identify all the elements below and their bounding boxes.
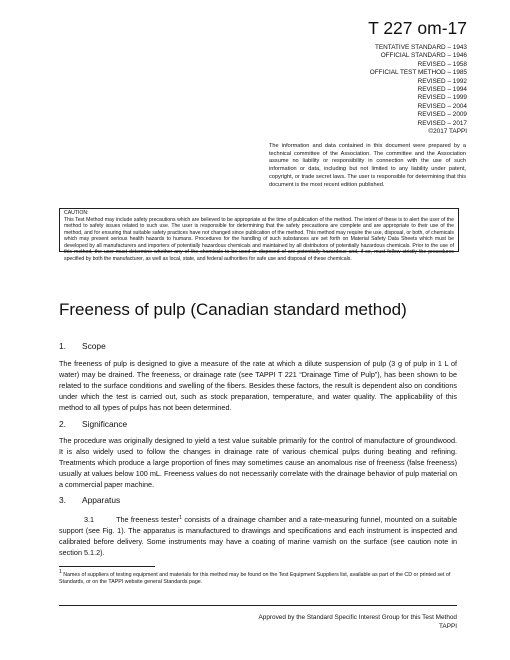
footnote-text: Names of suppliers of testing equipment and materials for this method may be found on the Test Equipment Suppliers list, available as part of the CD or printed set of Standards, or on the TAPPI website general Standards page. bbox=[59, 572, 451, 586]
item-number: 3.1 bbox=[84, 515, 95, 524]
revision-history bbox=[370, 44, 467, 136]
section-title: Scope bbox=[82, 341, 106, 351]
apparatus-text: The freeness tester bbox=[116, 515, 180, 524]
history-line: REVISED – 2009 bbox=[417, 111, 467, 119]
caution-title: CAUTION: bbox=[64, 210, 89, 216]
footer-org-line: TAPPI bbox=[439, 622, 457, 630]
history-line: REVISED – 1992 bbox=[417, 77, 467, 85]
section-heading-apparatus bbox=[59, 495, 120, 505]
caution-text: This Test Method may include safety precautions which are believed to be appropriate at the time of publication of the method. The intent of these is to alert the user of the method to safety issues related to such use. The user is responsible for determining that the safety precautions are complete and are appropriate to their use of the method, and for ensuring that suitable safety practices have not changed since publication of the method. This method may require the use, disposal, or both, of chemicals which may present serious health hazards to humans. Procedures for the handling of such substances are set forth on Material Safety Data Sheets which must be developed by all manufacturers and importers of potentially hazardous chemicals and maintained by all distributors of potentially hazardous chemicals. Prior to the use of this method, the user must determine whether any of the chemicals to be used or disposed of are potentially hazardous and, if so, must follow strictly the procedures specified by both the manufacturer, as well as local, state, and federal authorities for safe use and disposal of these chemicals. bbox=[64, 216, 454, 262]
footnote-divider bbox=[59, 566, 155, 567]
history-line: REVISED – 1994 bbox=[417, 86, 467, 94]
history-line: OFFICIAL STANDARD – 1946 bbox=[380, 52, 467, 60]
section-number: 2. bbox=[59, 419, 66, 429]
section-heading-significance bbox=[59, 419, 127, 429]
history-line: REVISED – 1999 bbox=[417, 94, 467, 102]
section-heading-scope bbox=[59, 341, 106, 351]
section-title: Significance bbox=[82, 419, 128, 429]
significance-paragraph: The procedure was originally designed to yield a test value suitable primarily for the control of manufacture of groundwood. It is also widely used to follow the changes in drainage rate of various chemical pulps during beating and refining. Treatments which produce a large proportion of fines may sometimes cause an anomalous rise of freeness (false freeness) usually at values below 100 mL. Freeness values do not necessarily correlate with the drainage behavior of pulp material on a commercial paper machine. bbox=[59, 436, 457, 489]
section-title: Apparatus bbox=[82, 495, 121, 505]
history-line: OFFICIAL TEST METHOD – 1985 bbox=[369, 69, 467, 77]
history-line: REVISED – 1958 bbox=[417, 60, 467, 68]
apparatus-paragraph bbox=[59, 515, 457, 559]
section-number: 1. bbox=[59, 341, 66, 351]
history-line: TENTATIVE STANDARD – 1943 bbox=[375, 44, 467, 51]
copyright-line: ©2017 TAPPI bbox=[428, 128, 467, 136]
apparatus-text-continued: consists of a drainage chamber and a rate-measuring funnel, mounted on a suitable support (see Fig. 1). The apparatus is manufactured to drawings and specifications and each instrument is inspected and calibrated before delivery. Some instruments may have a coating of marine varnish on the surface (see caution note in section 5.1.2). bbox=[59, 515, 457, 557]
standard-number: T 227 om-17 bbox=[368, 18, 467, 38]
history-line: REVISED – 2004 bbox=[417, 102, 467, 110]
footnote bbox=[59, 569, 457, 587]
footer bbox=[259, 614, 457, 631]
document-title: Freeness of pulp (Canadian standard method) bbox=[59, 300, 407, 319]
caution-box bbox=[59, 208, 459, 262]
scope-paragraph: The freeness of pulp is designed to give a measure of the rate at which a dilute suspension of pulp (3 g of pulp in 1 L of water) may be drained. The freeness, or drainage rate (see TAPPI T 221 “Drainage Time of Pulp”), has been shown to be related to the surface conditions and swelling of the fibers. Besides these factors, the result is dependent also on conditions under which the test is carried out, such as stock preparation, temperature, and water quality. The applicability of this method to all types of pulps has not been determined. bbox=[59, 359, 457, 412]
liability-notice: The information and data contained in this document were prepared by a technical committee of the Association. The committee and the Association assume no liability or responsibility in connection with the use of such information or data, including but not limited to any liability under patent, copyright, or trade secret laws. The user is responsible for determining that this document is the most recent edition published. bbox=[269, 143, 466, 188]
footer-approval-line: Approved by the Standard Specific Interest Group for this Test Method bbox=[258, 614, 457, 621]
history-line: REVISED – 2017 bbox=[417, 119, 467, 127]
footnote-mark: 1 bbox=[59, 569, 62, 575]
footnote-reference: 1 bbox=[179, 515, 182, 521]
section-number: 3. bbox=[59, 495, 66, 505]
footer-divider bbox=[59, 605, 457, 606]
